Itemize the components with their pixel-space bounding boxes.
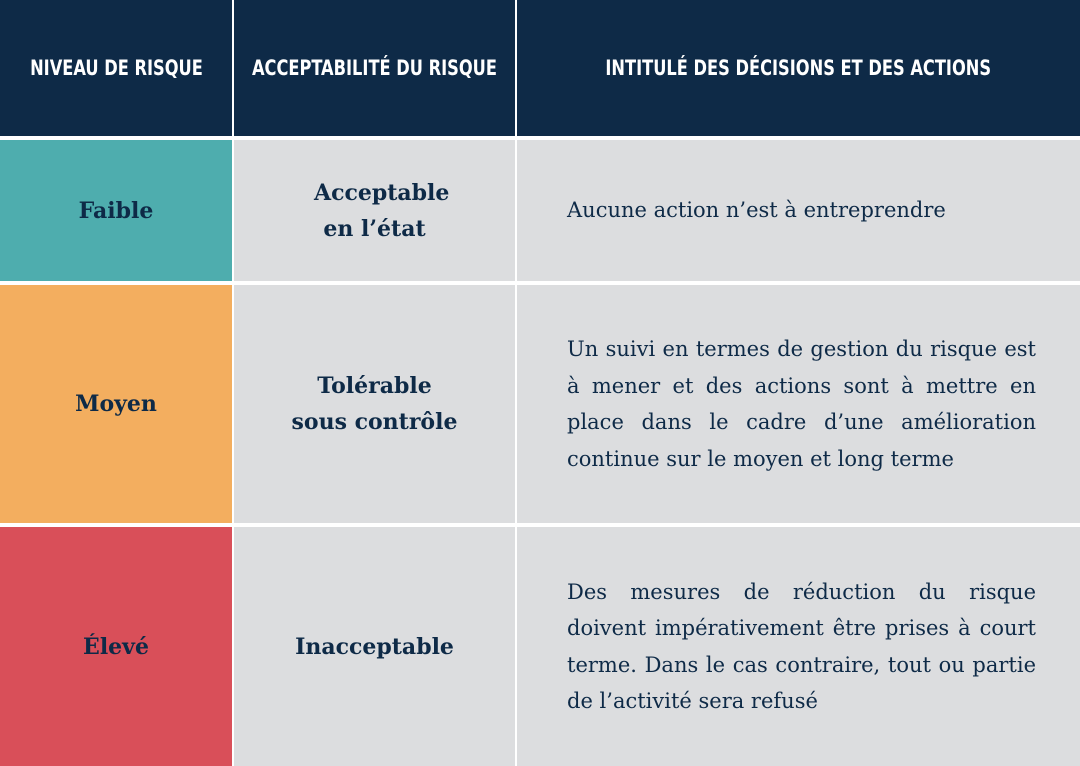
- row-low-level: [0, 140, 232, 281]
- header-risk-acceptability: [234, 0, 515, 136]
- row-medium-level: [0, 285, 232, 523]
- row-medium-action: [517, 285, 1080, 523]
- acceptability-label: Inacceptable: [295, 633, 454, 660]
- row-low-acceptability: [234, 140, 515, 281]
- action-text: Un suivi en termes de gestion du risque est à mener et des actions sont à mettre en place dans le cadre d’une amélioration continue sur le moyen et long terme: [567, 337, 1036, 471]
- action-text: Des mesures de réduction du risque doivent impérativement être prises à court terme. Dans le cas contraire, tout ou partie de l’activité sera refusé: [567, 579, 1036, 713]
- row-high-action: [517, 527, 1080, 766]
- header-decisions-actions-label: INTITULÉ DES DÉCISIONS ET DES ACTIONS: [605, 56, 992, 80]
- acceptability-label: Acceptable en l’état: [314, 179, 450, 242]
- level-label: Élevé: [83, 633, 149, 660]
- level-label: Faible: [78, 197, 154, 224]
- row-high-level: [0, 527, 232, 766]
- row-medium-acceptability: [234, 285, 515, 523]
- header-risk-acceptability-label: ACCEPTABILITÉ DU RISQUE: [251, 56, 498, 80]
- level-label: Moyen: [75, 391, 157, 417]
- header-decisions-actions: [517, 0, 1080, 136]
- row-high-acceptability: [234, 527, 515, 766]
- action-text: Aucune action n’est à entreprendre: [567, 198, 946, 223]
- header-risk-level: [0, 0, 232, 136]
- acceptability-label: Tolérable sous contrôle: [291, 373, 458, 435]
- row-low-action: [517, 140, 1080, 281]
- header-risk-level-label: NIVEAU DE RISQUE: [29, 56, 203, 80]
